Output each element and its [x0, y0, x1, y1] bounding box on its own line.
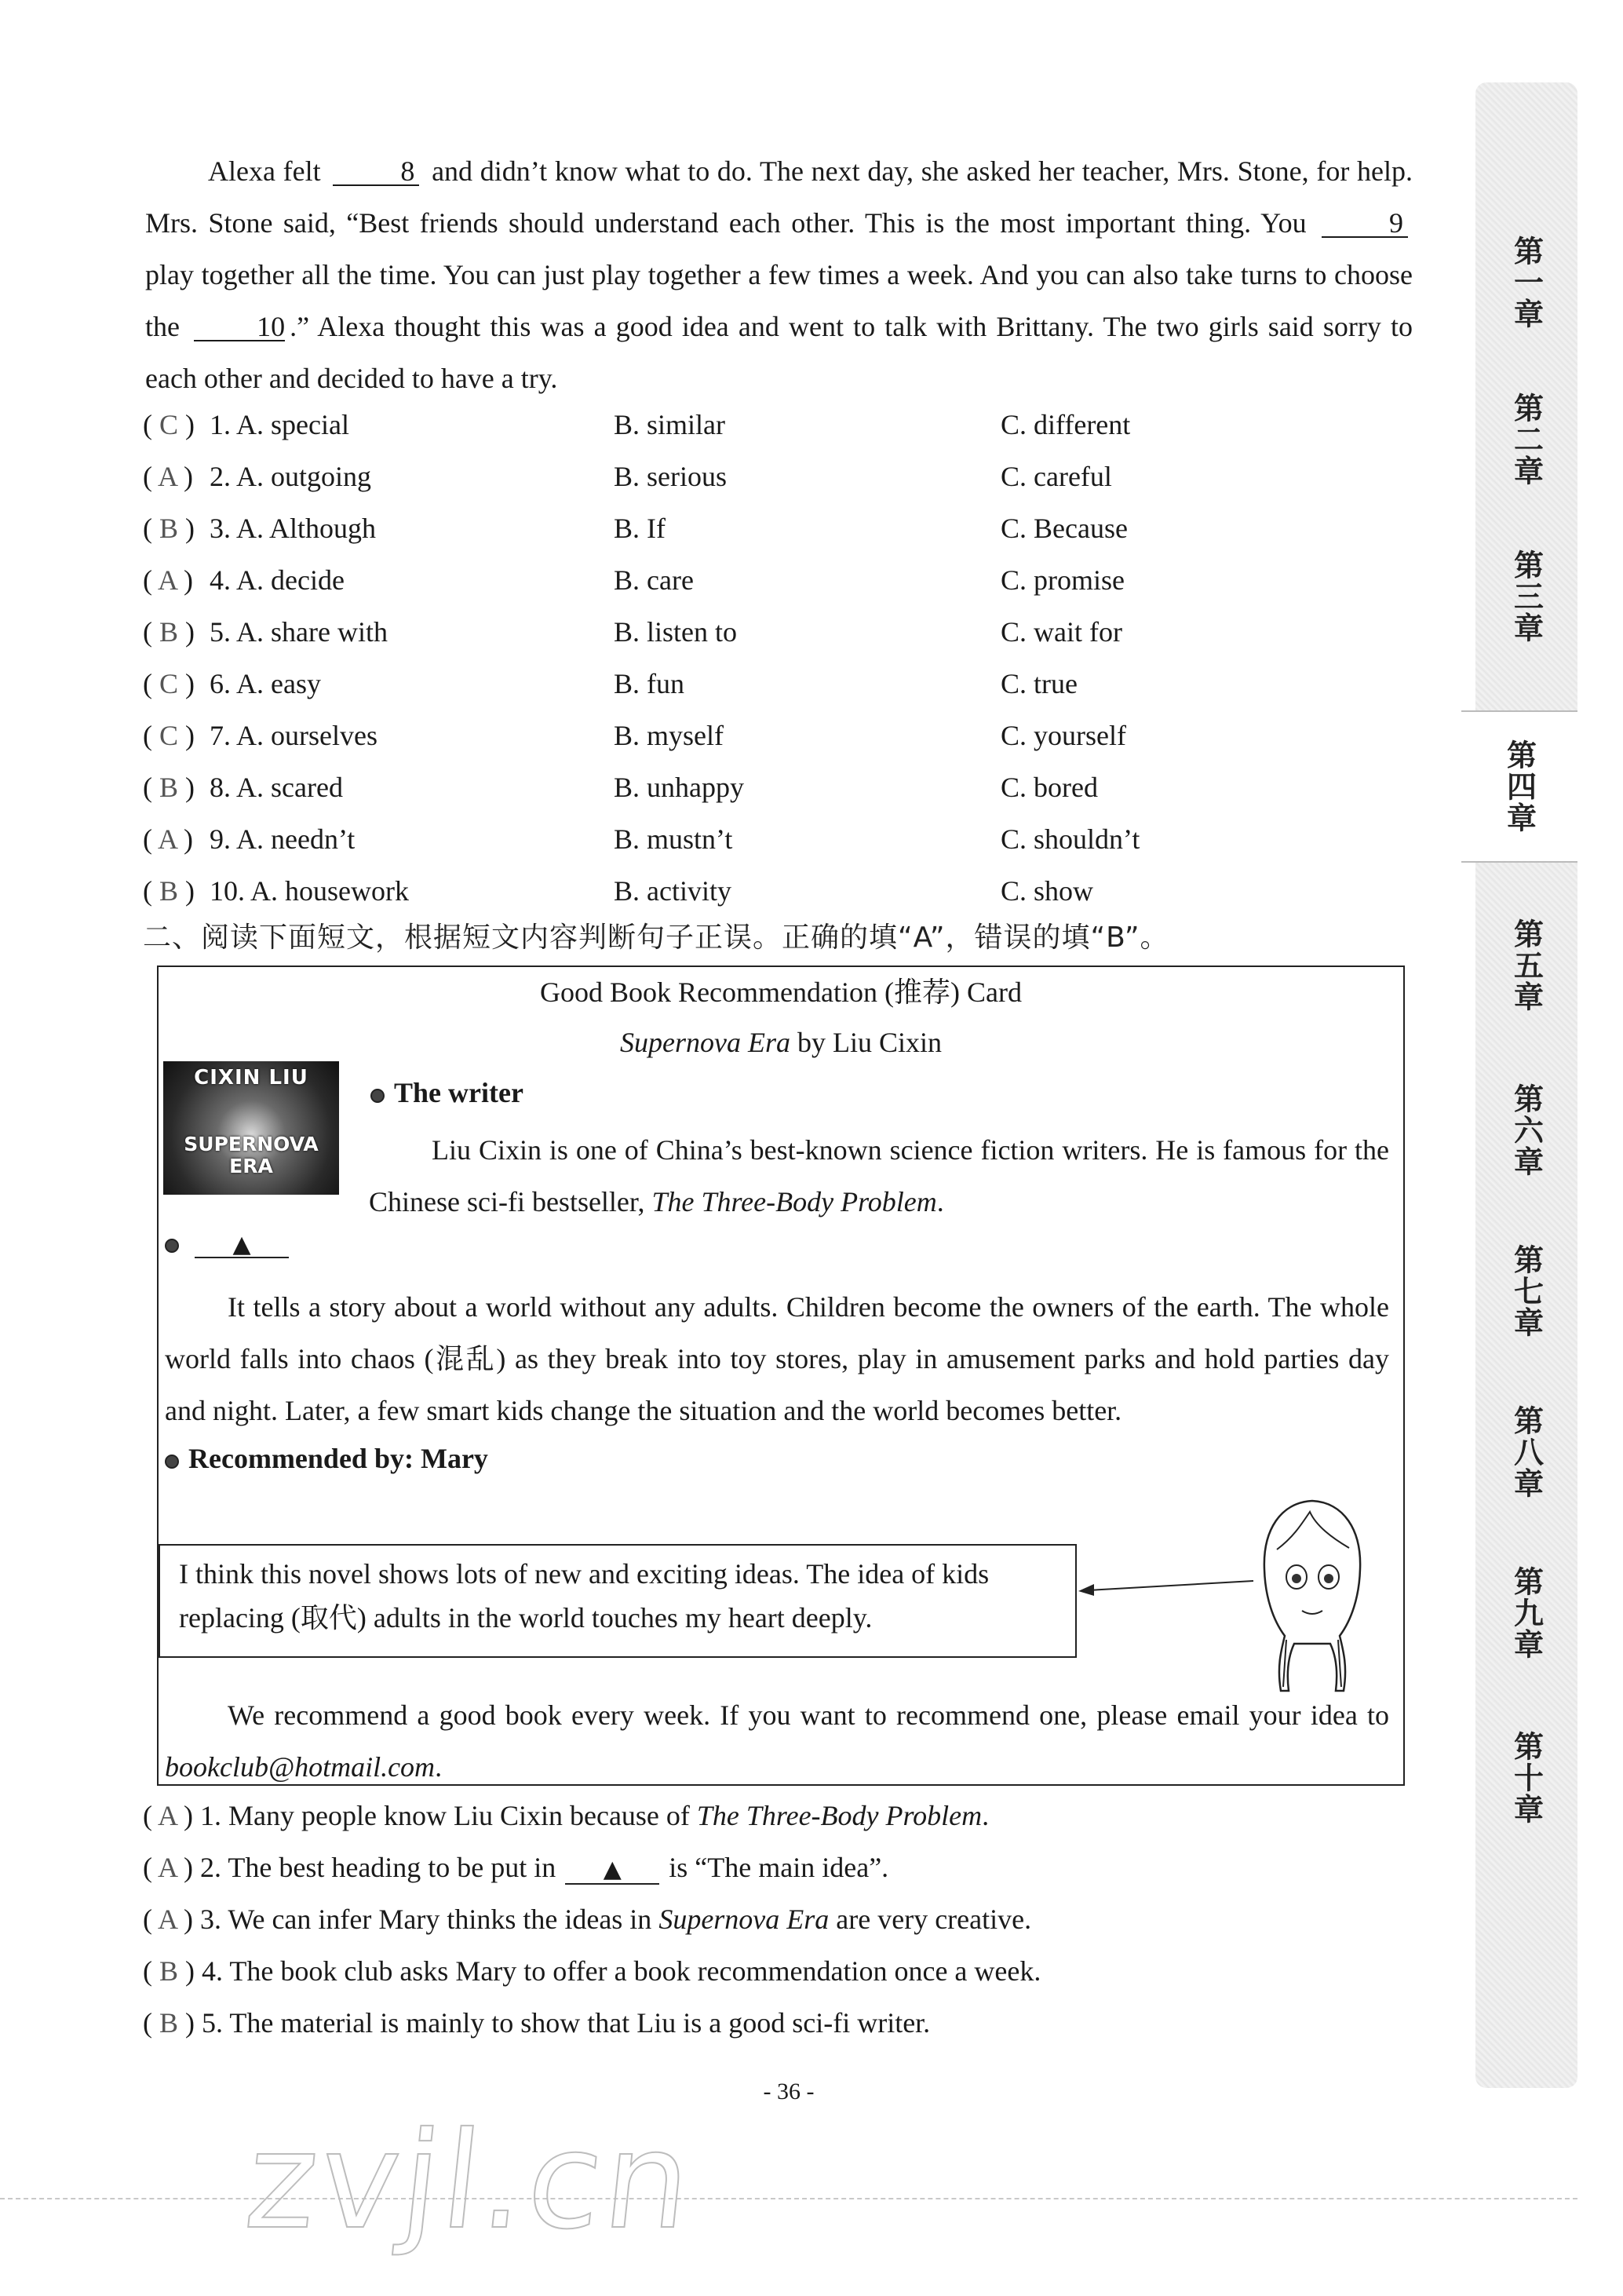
cloze-passage: [145, 145, 1413, 404]
triangle-blank: ▲: [565, 1856, 659, 1885]
option-a: 1. A. special: [210, 409, 349, 440]
quote-box: I think this novel shows lots of new and exciting ideas. The idea of kids replacing (取代) adults in the world touches my heart deeply.: [159, 1544, 1077, 1658]
tab-chapter-1[interactable]: 第一章: [1508, 235, 1544, 330]
recommended-by-heading: Recommended by: Mary: [165, 1438, 488, 1479]
tab-chapter-4[interactable]: 第四章: [1461, 710, 1577, 863]
tf-question: ( A ) 1. Many people know Liu Cixin because of The Three-Body Problem.: [143, 1800, 990, 1831]
tf-question: ( B ) 5. The material is mainly to show that Liu is a good sci-fi writer.: [143, 2007, 931, 2039]
footer-paragraph: We recommend a good book every week. If you want to recommend one, please email your idea to bookclub@hotmail.com.: [165, 1699, 1389, 1783]
writer-paragraph: Liu Cixin is one of China’s best-known science fiction writers. He is famous for the Chinese sci-fi bestseller, The Three-Body Problem.: [369, 1134, 1389, 1217]
cover-title: SUPERNOVA ERA: [184, 1133, 319, 1177]
answer-mark: ( A ): [143, 461, 194, 492]
option-c: C. show: [1001, 875, 1094, 907]
arrow-left-icon: [1077, 1570, 1257, 1601]
answer-mark: ( B ): [143, 616, 195, 648]
bullet-icon: [370, 1089, 385, 1103]
recommendation-card: [157, 965, 1405, 1786]
answer-mark: ( A ): [143, 823, 194, 855]
option-a: 8. A. scared: [210, 772, 343, 803]
option-b: B. unhappy: [614, 772, 744, 803]
passage-text: Alexa felt: [208, 155, 321, 187]
email-address: bookclub@hotmail.com: [165, 1751, 436, 1783]
mc-question: [143, 865, 1430, 917]
option-a: 2. A. outgoing: [210, 461, 372, 492]
option-c: C. different: [1001, 409, 1131, 440]
option-a: 7. A. ourselves: [210, 720, 377, 751]
option-b: B. listen to: [614, 616, 738, 648]
option-b: B. activity: [614, 875, 731, 907]
mc-question: [143, 710, 1430, 761]
tf-question: ( A ) 3. We can infer Mary thinks the ideas in Supernova Era are very creative.: [143, 1904, 1032, 1935]
option-b: B. myself: [614, 720, 724, 751]
option-a: 6. A. easy: [210, 668, 321, 699]
bullet-icon: [165, 1455, 179, 1469]
tab-chapter-9[interactable]: 第九章: [1508, 1566, 1544, 1660]
blank-10: 10: [194, 313, 285, 341]
answer-mark: B: [159, 2007, 179, 2039]
girl-illustration: [1253, 1495, 1371, 1706]
mc-question: [143, 399, 1430, 451]
answer-mark: B: [159, 1955, 179, 1987]
option-b: B. If: [614, 513, 666, 544]
blank-8: 8: [333, 158, 419, 186]
answer-mark: ( A ): [143, 564, 194, 596]
bullet-icon: [165, 1239, 179, 1253]
true-false-list: [143, 1790, 1430, 2049]
blank-9: 9: [1322, 210, 1408, 238]
mc-question: [143, 502, 1430, 554]
option-a: 10. A. housework: [210, 875, 409, 907]
tf-question: ( A ) 2. The best heading to be put in ▲ is “The main idea”.: [143, 1852, 889, 1883]
answer-mark: A: [158, 1904, 177, 1935]
option-c: C. promise: [1001, 564, 1125, 596]
book-reference: The Three-Body Problem: [651, 1186, 937, 1217]
passage-text: play together all the time. You can just play together a few times a week. And you can also take turns to choose the: [145, 259, 1413, 342]
writer-heading: The writer: [370, 1072, 523, 1113]
option-c: C. shouldn’t: [1001, 823, 1140, 855]
option-b: B. care: [614, 564, 694, 596]
answer-mark: ( B ): [143, 513, 195, 544]
option-a: 3. A. Although: [210, 513, 377, 544]
mc-question: [143, 761, 1430, 813]
tab-chapter-10[interactable]: 第十章: [1508, 1731, 1544, 1825]
option-a: 9. A. needn’t: [210, 823, 356, 855]
watermark: zvjl.cn: [239, 2104, 701, 2259]
answer-mark: ( B ): [143, 772, 195, 803]
option-b: B. mustn’t: [614, 823, 733, 855]
mc-question: [143, 658, 1430, 710]
triangle-blank: ▲: [195, 1233, 289, 1258]
cover-author: CIXIN LIU: [194, 1066, 308, 1090]
answer-mark: ( C ): [143, 409, 195, 440]
option-c: C. careful: [1001, 461, 1112, 492]
tab-chapter-8[interactable]: 第八章: [1508, 1405, 1544, 1499]
story-paragraph: It tells a story about a world without any adults. Children become the owners of the earth. The whole world falls into chaos (混乱) as they break into toy stores, play in amusement parks and hold parties day and night. Later, a few smart kids change the situation and the world becomes better.: [165, 1291, 1389, 1426]
option-a: 5. A. share with: [210, 616, 388, 648]
tab-chapter-2[interactable]: 第二章: [1508, 392, 1544, 487]
chapter-tabs: [1475, 82, 1577, 2088]
option-c: C. bored: [1001, 772, 1098, 803]
main-idea-heading-blank: [165, 1222, 289, 1263]
mc-question: [143, 813, 1430, 865]
tab-chapter-5[interactable]: 第五章: [1508, 918, 1544, 1013]
option-c: C. wait for: [1001, 616, 1122, 648]
book-cover-image: [163, 1061, 339, 1195]
answer-mark: A: [158, 1800, 177, 1831]
card-subtitle: [159, 1022, 1403, 1063]
answer-mark: ( B ): [143, 875, 195, 907]
answer-mark: A: [158, 1852, 177, 1883]
tab-chapter-3[interactable]: 第三章: [1508, 549, 1544, 644]
page-number: - 36 -: [763, 2079, 815, 2104]
option-c: C. true: [1001, 668, 1078, 699]
tab-chapter-6[interactable]: 第六章: [1508, 1083, 1544, 1177]
passage-text: .” Alexa thought this was a good idea and went to talk with Brittany. The two girls said sorry to each other and decided to have a try.: [145, 311, 1413, 394]
multiple-choice-list: [143, 399, 1430, 917]
option-c: C. Because: [1001, 513, 1128, 544]
book-author: by Liu Cixin: [797, 1027, 942, 1058]
option-b: B. serious: [614, 461, 727, 492]
option-a: 4. A. decide: [210, 564, 345, 596]
book-title: Supernova Era: [620, 1027, 790, 1058]
answer-mark: ( C ): [143, 720, 195, 751]
passage-text: and didn’t know what to do. The next day, she asked her teacher, Mrs. Stone, for help. Mrs. Stone said, “Best friends should understand each other. This is the most important thing. You: [145, 155, 1413, 239]
tab-chapter-7[interactable]: 第七章: [1508, 1244, 1544, 1338]
card-title: Good Book Recommendation (推荐) Card: [540, 976, 1022, 1008]
tf-question: ( B ) 4. The book club asks Mary to offer a book recommendation once a week.: [143, 1955, 1041, 1987]
mc-question: [143, 554, 1430, 606]
option-b: B. similar: [614, 409, 725, 440]
mc-question: [143, 606, 1430, 658]
answer-mark: ( C ): [143, 668, 195, 699]
option-b: B. fun: [614, 668, 684, 699]
section-heading: 二、阅读下面短文，根据短文内容判断句子正误。正确的填“A”，错误的填“B”。: [143, 922, 1169, 954]
page-edge-divider: [0, 2198, 1577, 2201]
mc-question: [143, 451, 1430, 502]
option-c: C. yourself: [1001, 720, 1126, 751]
